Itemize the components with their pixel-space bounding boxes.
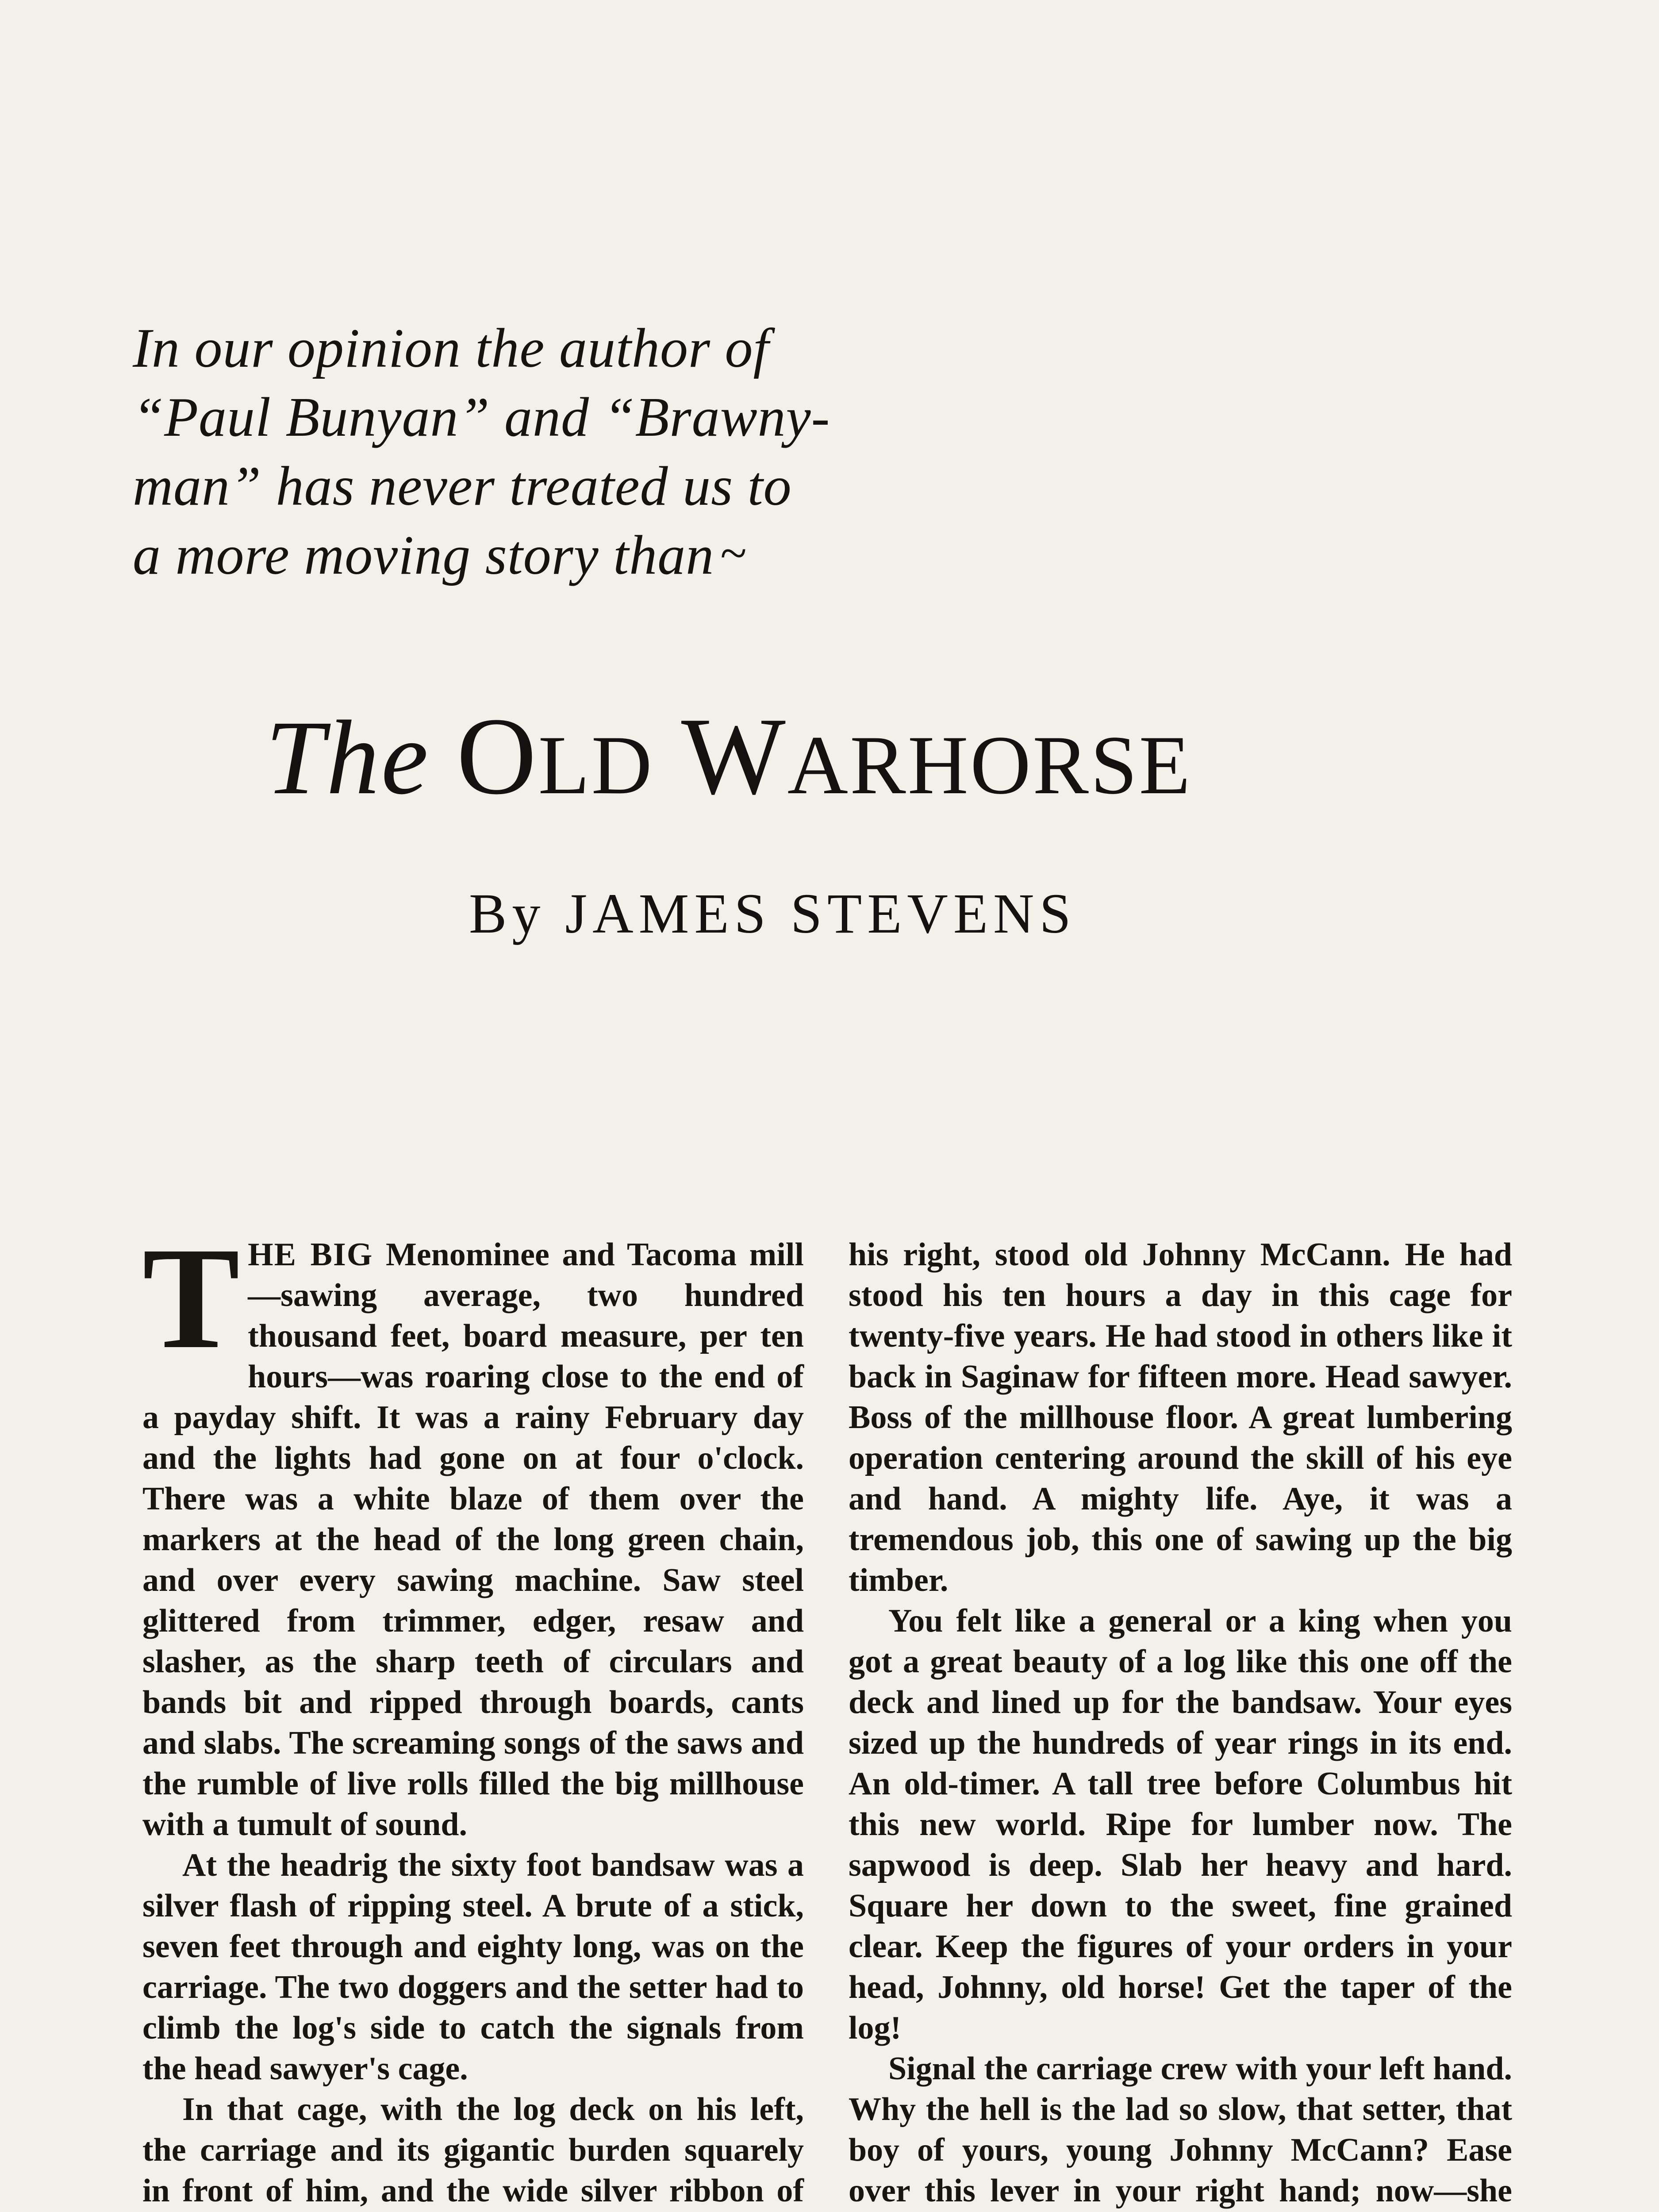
paragraph: At the headrig the sixty foot bandsaw was a silver flash of ripping steel. A brute of a stick, seven feet through and eighty long, was on the carriage. The two doggers and the setter had to climb the log's side to catch the signals from the head sawyer's cage. (142, 1847, 804, 2087)
title-initial: W (681, 695, 787, 818)
blurb-line: man” has never treated us to (133, 456, 792, 517)
text-column-right (849, 1234, 1512, 2212)
tilde-ornament-icon: ~ (720, 526, 747, 580)
blurb-line-text: a more moving story than (133, 525, 714, 586)
paragraph-text: Menominee and Tacoma mill—sawing average, two hundred thousand feet, board measure, per ten hours—was roaring close to the end of a payday shift. It was a rainy February day and the lights had gone on at four o'clock. There was a white blaze of them over the markers at the head of the long green chain, and over every sawing machine. Saw steel glittered from trimmer, edger, resaw and slasher, as the sharp teeth of circulars and bands bit and ripped through boards, cants and slabs. The screaming songs of the saws and the rumble of live rolls filled the big millhouse with a tumult of sound. (142, 1237, 804, 1843)
blurb-line: “Paul Bunyan” and “Brawny- (133, 387, 830, 448)
paragraph: Signal the carriage crew with your left hand. Why the hell is the lad so slow, that setter, that boy of yours, young Johnny McCann? Ease over this lever in your right hand; now—she (849, 2051, 1512, 2209)
lead-caps: HE BIG (248, 1237, 373, 1273)
paragraph: his right, stood old Johnny McCann. He had stood his ten hours a day in this cage for twenty-five years. He had stood in others like it back in Saginaw for fifteen more. Head sawyer. Boss of the millhouse floor. A great lumbering operation centering around the skill of his eye and hand. A mighty life. Aye, it was a tremendous job, this one of sawing up the big timber. (849, 1237, 1512, 1598)
title-prefix: The (265, 699, 430, 816)
intro-blurb (133, 314, 885, 592)
title-initial: O (457, 695, 538, 818)
title-word-rest: LD (538, 719, 654, 812)
paragraph: You felt like a general or a king when you got a great beauty of a log like this one off the deck and lined up for the bandsaw. Your eyes sized up the hundreds of year rings in its end. An old-timer. A tall tree before Columbus hit this new world. Ripe for lumber now. The sapwood is deep. Slab her heavy and hard. Square her down to the sweet, fine grained clear. Keep the figures of your orders in your head, Johnny, old horse! Get the taper of the log! (849, 1603, 1512, 2046)
paragraph (142, 1217, 804, 1845)
byline: By JAMES STEVENS (469, 882, 1076, 945)
drop-cap: T (142, 1217, 240, 1379)
blurb-line-last (133, 521, 885, 592)
story-title (265, 690, 1460, 832)
blurb-line: In our opinion the author of (133, 318, 769, 379)
text-column-left (142, 1217, 804, 2212)
title-word-rest: ARHORSE (787, 719, 1192, 812)
paragraph: In that cage, with the log deck on his left, the carriage and its gigantic burden squarely in front of him, and the wide silver ribbon of (142, 2091, 804, 2209)
